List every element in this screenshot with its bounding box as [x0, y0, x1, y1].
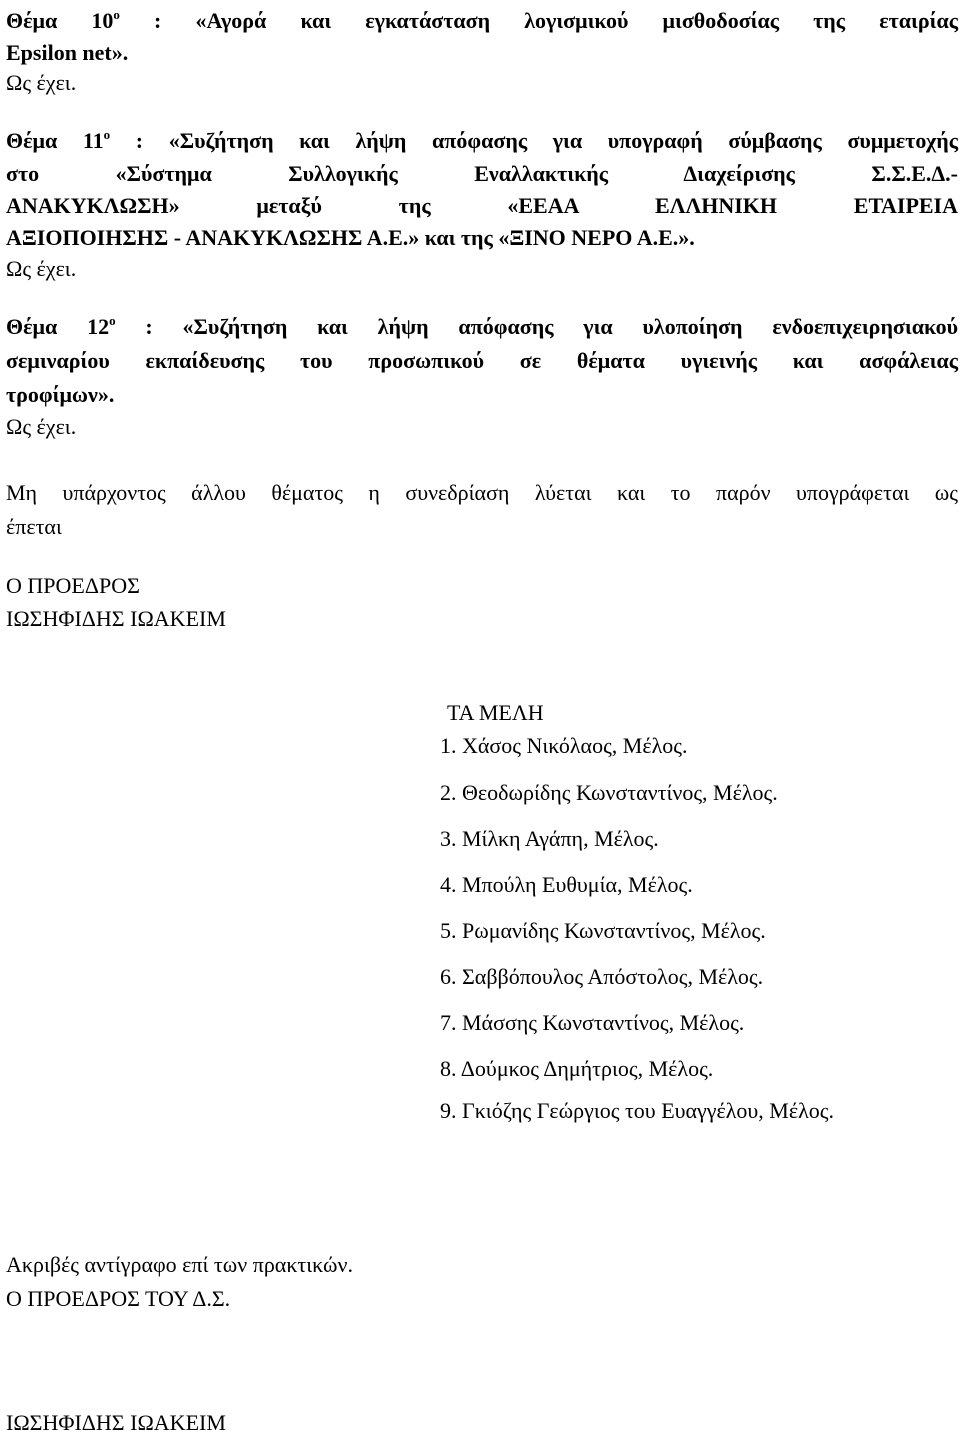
item-12-line-3: τροφίμων». [6, 382, 115, 407]
member-item: 3. Μίλκη Αγάπη, Μέλος. [440, 826, 659, 851]
item-11-line-1 [6, 128, 958, 154]
item-11-prefix: Θέμα 11 [6, 128, 104, 153]
closing-line-1: Μη υπάρχοντος άλλου θέματος η συνεδρίαση λύεται και το παρόν υπογράφεται ως [6, 480, 958, 505]
document-page [6, 0, 958, 1438]
item-11-line-4: ΑΞΙΟΠΟΙΗΣΗΣ - ΑΝΑΚΥΚΛΩΣΗΣ Α.Ε.» και της «ΞΙΝΟ ΝΕΡΟ Α.Ε.». [6, 225, 695, 250]
item-11-superscript: ο [103, 127, 111, 142]
footer-president-name: ΙΩΣΗΦΙΔΗΣ ΙΩΑΚΕΙΜ [6, 1410, 226, 1435]
members-title: ΤΑ ΜΕΛΗ [447, 700, 544, 725]
member-item: 2. Θεοδωρίδης Κωνσταντίνος, Μέλος. [440, 780, 778, 805]
item-10-line-2: Epsilon net». [6, 40, 129, 65]
item-10-text-1: : «Αγορά και εγκατάσταση λογισμικού μισθοδοσίας της εταιρίας [119, 8, 959, 33]
member-item: 4. Μπούλη Ευθυμία, Μέλος. [440, 872, 693, 897]
item-12-line-2: σεμιναρίου εκπαίδευσης του προσωπικού σε θέματα υγιεινής και ασφάλειας [6, 348, 958, 373]
member-item: 1. Χάσος Νικόλαος, Μέλος. [440, 733, 688, 758]
closing-line-2: έπεται [6, 514, 62, 539]
item-12-superscript: ο [109, 313, 116, 328]
item-11-line-2: στο «Σύστημα Συλλογικής Εναλλακτικής Διαχείρισης Σ.Σ.Ε.Δ.- [6, 161, 958, 186]
member-item: 6. Σαββόπουλος Απόστολος, Μέλος. [440, 964, 764, 989]
item-10-result: Ως έχει. [6, 70, 77, 95]
member-item: 5. Ρωμανίδης Κωνσταντίνος, Μέλος. [440, 918, 766, 943]
item-11-line-3: ΑΝΑΚΥΚΛΩΣΗ» μεταξύ της «ΕΕΑΑ ΕΛΛΗΝΙΚΗ ΕΤΑΙΡΕΙΑ [6, 193, 958, 218]
president-title: Ο ΠΡΟΕΔΡΟΣ [6, 573, 140, 598]
copy-note: Ακριβές αντίγραφο επί των πρακτικών. [6, 1252, 353, 1277]
footer-president-title: Ο ΠΡΟΕΔΡΟΣ ΤΟΥ Δ.Σ. [6, 1286, 231, 1311]
item-11-text-1: : «Συζήτηση και λήψη απόφασης για υπογραφή σύμβασης συμμετοχής [110, 128, 958, 153]
president-name: ΙΩΣΗΦΙΔΗΣ ΙΩΑΚΕΙΜ [6, 606, 226, 631]
member-item: 9. Γκιόζης Γεώργιος του Ευαγγέλου, Μέλος. [440, 1098, 834, 1123]
item-10-superscript: ο [113, 7, 120, 22]
item-11-result: Ως έχει. [6, 256, 77, 281]
member-item: 8. Δούμκος Δημήτριος, Μέλος. [440, 1056, 714, 1081]
member-item: 7. Μάσσης Κωνσταντίνος, Μέλος. [440, 1010, 745, 1035]
item-10-prefix: Θέμα 10 [6, 8, 114, 33]
item-12-text-1: : «Συζήτηση και λήψη απόφασης για υλοποίηση ενδοεπιχειρησιακού [115, 314, 959, 339]
item-12-result: Ως έχει. [6, 414, 77, 439]
item-12-prefix: Θέμα 12 [6, 314, 110, 339]
item-12-line-1 [6, 314, 958, 340]
item-10-line-1 [6, 8, 958, 34]
